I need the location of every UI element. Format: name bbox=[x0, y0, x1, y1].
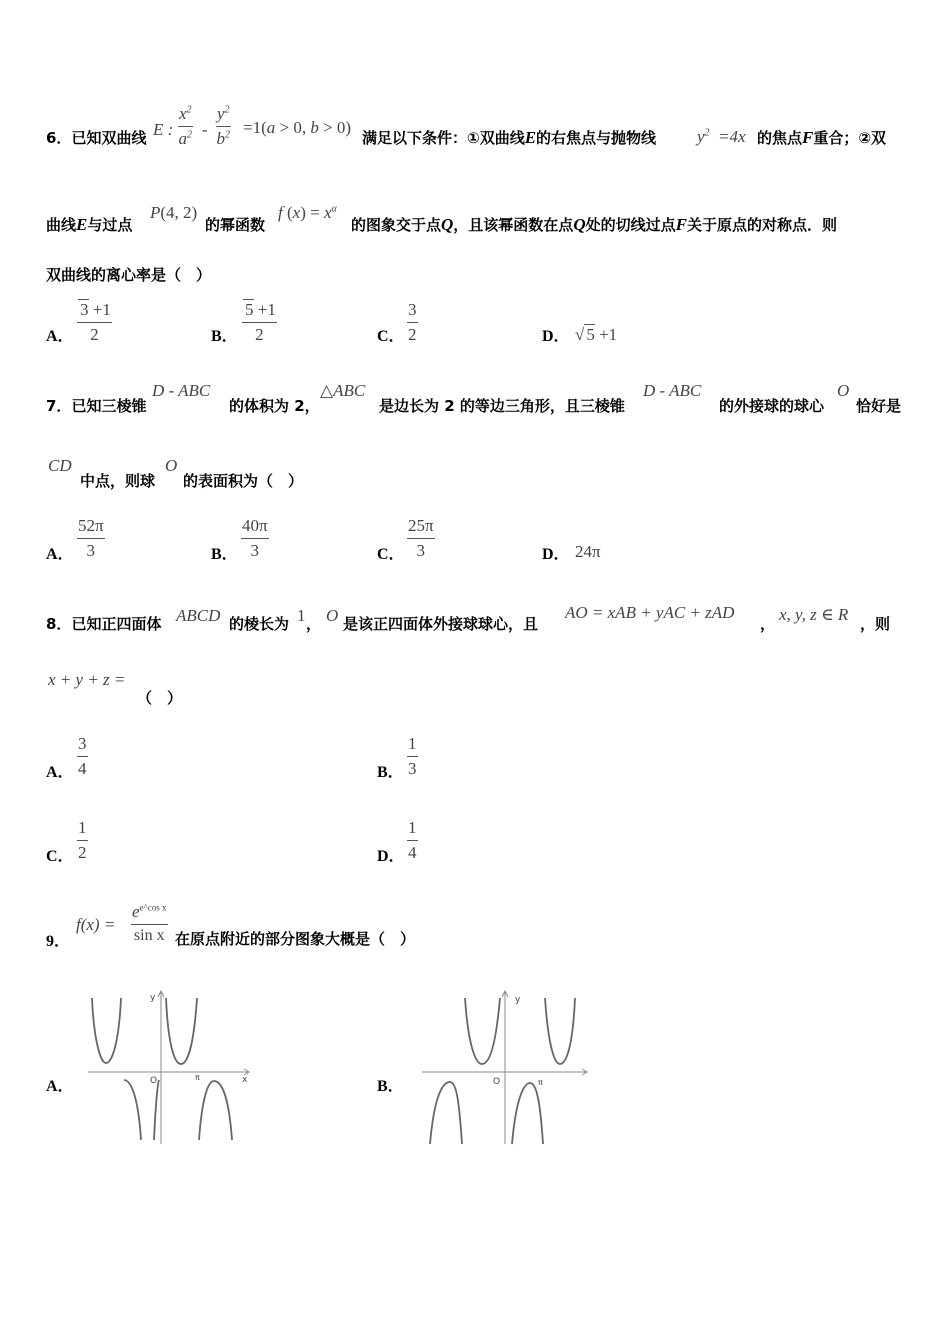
graph-b-pi: π bbox=[538, 1078, 543, 1087]
q7-option-d-value: 24π bbox=[575, 542, 601, 561]
graph-a-pi: π bbox=[195, 1073, 200, 1082]
graph-a-curve-1 bbox=[92, 998, 121, 1063]
q8-option-b-value: $\frac{1}{3}$ bbox=[408, 734, 417, 778]
graph-b-origin: O bbox=[493, 1077, 501, 1087]
q7-option-c-label: C． bbox=[377, 546, 405, 563]
q6-hyperbola-equation: E : $\frac{x^2}{a^2}$ - $\frac{y^2}{b^2}$ =1(a > 0, b > 0) bbox=[153, 104, 352, 148]
q7-line1: 7．已知三棱锥 bbox=[46, 397, 147, 415]
q9-option-a-label: A． bbox=[46, 1078, 74, 1095]
graph-a-curve-4 bbox=[154, 1080, 159, 1140]
q8-option-c-label: C． bbox=[46, 848, 74, 865]
q9-number: 9． bbox=[46, 933, 71, 950]
graph-a-origin: O bbox=[150, 1076, 158, 1086]
graph-b-curve-3 bbox=[430, 1082, 462, 1144]
q7-center-o: O bbox=[837, 381, 850, 400]
q7-cd: CD bbox=[48, 456, 72, 475]
graph-b-y-label: y bbox=[515, 995, 521, 1005]
q8-option-b-label: B． bbox=[377, 764, 404, 781]
q7-sphere-o: O bbox=[165, 456, 178, 475]
q6-point-p: P(4, 2) bbox=[150, 203, 198, 222]
graph-a-x-label: x bbox=[242, 1075, 248, 1085]
q9-fx: f(x) = bbox=[76, 915, 116, 934]
graph-a-curve-5 bbox=[199, 1081, 232, 1140]
q6-option-b-label: B． bbox=[211, 328, 238, 345]
q7-pyramid: D - ABC bbox=[152, 381, 211, 400]
graph-a-y-label: y bbox=[150, 993, 156, 1003]
q9-graph-a bbox=[86, 988, 258, 1146]
q7-triangle: △ABC bbox=[320, 381, 366, 400]
q6-number: 6． bbox=[46, 129, 72, 147]
q8-xyz-real: x, y, z ∈ R bbox=[779, 605, 849, 624]
q8-abcd: ABCD bbox=[176, 606, 221, 625]
q8-option-a-value: $\frac{3}{4}$ bbox=[78, 734, 87, 778]
q8-option-c-value: $\frac{1}{2}$ bbox=[78, 818, 87, 862]
q6-option-c-value: $\frac{3}{2}$ bbox=[408, 300, 417, 344]
q7-option-a-value: $\frac{52\pi}{3}$ bbox=[78, 516, 104, 560]
q6-power-function: f $(x) = x^\alpha$ bbox=[278, 203, 337, 222]
q8-number: 8． bbox=[46, 615, 72, 633]
q8-center-o: O bbox=[326, 606, 339, 625]
q8-vector-equation: AO = xAB + yAC + zAD bbox=[565, 603, 735, 622]
q7-option-a-label: A． bbox=[46, 546, 74, 563]
graph-a-curve-3 bbox=[124, 1080, 141, 1140]
q6-line1-rest: 满足以下条件：①双曲线E的右焦点与抛物线 bbox=[362, 128, 657, 147]
q9-option-b-label: B． bbox=[377, 1078, 404, 1095]
q6-option-d-value: √ 5 +1 bbox=[575, 325, 618, 344]
q6-option-a-value: $\frac{3 +1}{2}$ bbox=[77, 300, 112, 345]
q9-fraction: $\frac{e^{e\^{}cos x}}{\text{sin x}}$ bbox=[132, 902, 167, 944]
q6-option-c-label: C． bbox=[377, 328, 405, 345]
q6-option-a-label: A． bbox=[46, 328, 74, 345]
q6-line1-end: 的焦点F重合；②双 bbox=[757, 128, 887, 147]
q8-option-d-label: D． bbox=[377, 848, 405, 865]
graph-b-curve-2 bbox=[545, 998, 575, 1064]
q6-option-d-label: D． bbox=[542, 328, 570, 345]
q6-line2-rest: 的图象交于点Q，且该幂函数在点Q处的切线过点F关于原点的对称点．则 bbox=[351, 215, 837, 234]
q6-line2: 曲线E与过点 bbox=[46, 215, 133, 234]
graph-a-curve-2 bbox=[166, 998, 197, 1064]
q8-sum: x + y + z = bbox=[48, 670, 126, 689]
q8-option-d-value: $\frac{1}{4}$ bbox=[408, 818, 417, 862]
q6-option-b-value: $\frac{5 +1}{2}$ bbox=[242, 300, 277, 345]
q8-option-a-label: A． bbox=[46, 764, 74, 781]
q7-pyramid-2: D - ABC bbox=[643, 381, 702, 400]
q9-graph-b bbox=[420, 988, 592, 1146]
q7-option-b-value: $\frac{40\pi}{3}$ bbox=[242, 516, 268, 560]
q7-option-c-value: $\frac{25\pi}{3}$ bbox=[408, 516, 434, 560]
q7-option-b-label: B． bbox=[211, 546, 238, 563]
q7-number: 7． bbox=[46, 397, 72, 415]
q8-line1: 8．已知正四面体 bbox=[46, 615, 162, 633]
q8-edge-length: 1 bbox=[297, 606, 306, 625]
q7-option-d-label: D． bbox=[542, 546, 570, 563]
graph-b-curve-1 bbox=[465, 998, 500, 1064]
graph-b-curve-4 bbox=[512, 1083, 543, 1144]
q6-line1: 6．已知双曲线 bbox=[46, 129, 147, 147]
q6-line3: 双曲线的离心率是（ ） bbox=[46, 266, 212, 284]
q6-parabola: $y^2 =4x$ bbox=[697, 127, 746, 146]
